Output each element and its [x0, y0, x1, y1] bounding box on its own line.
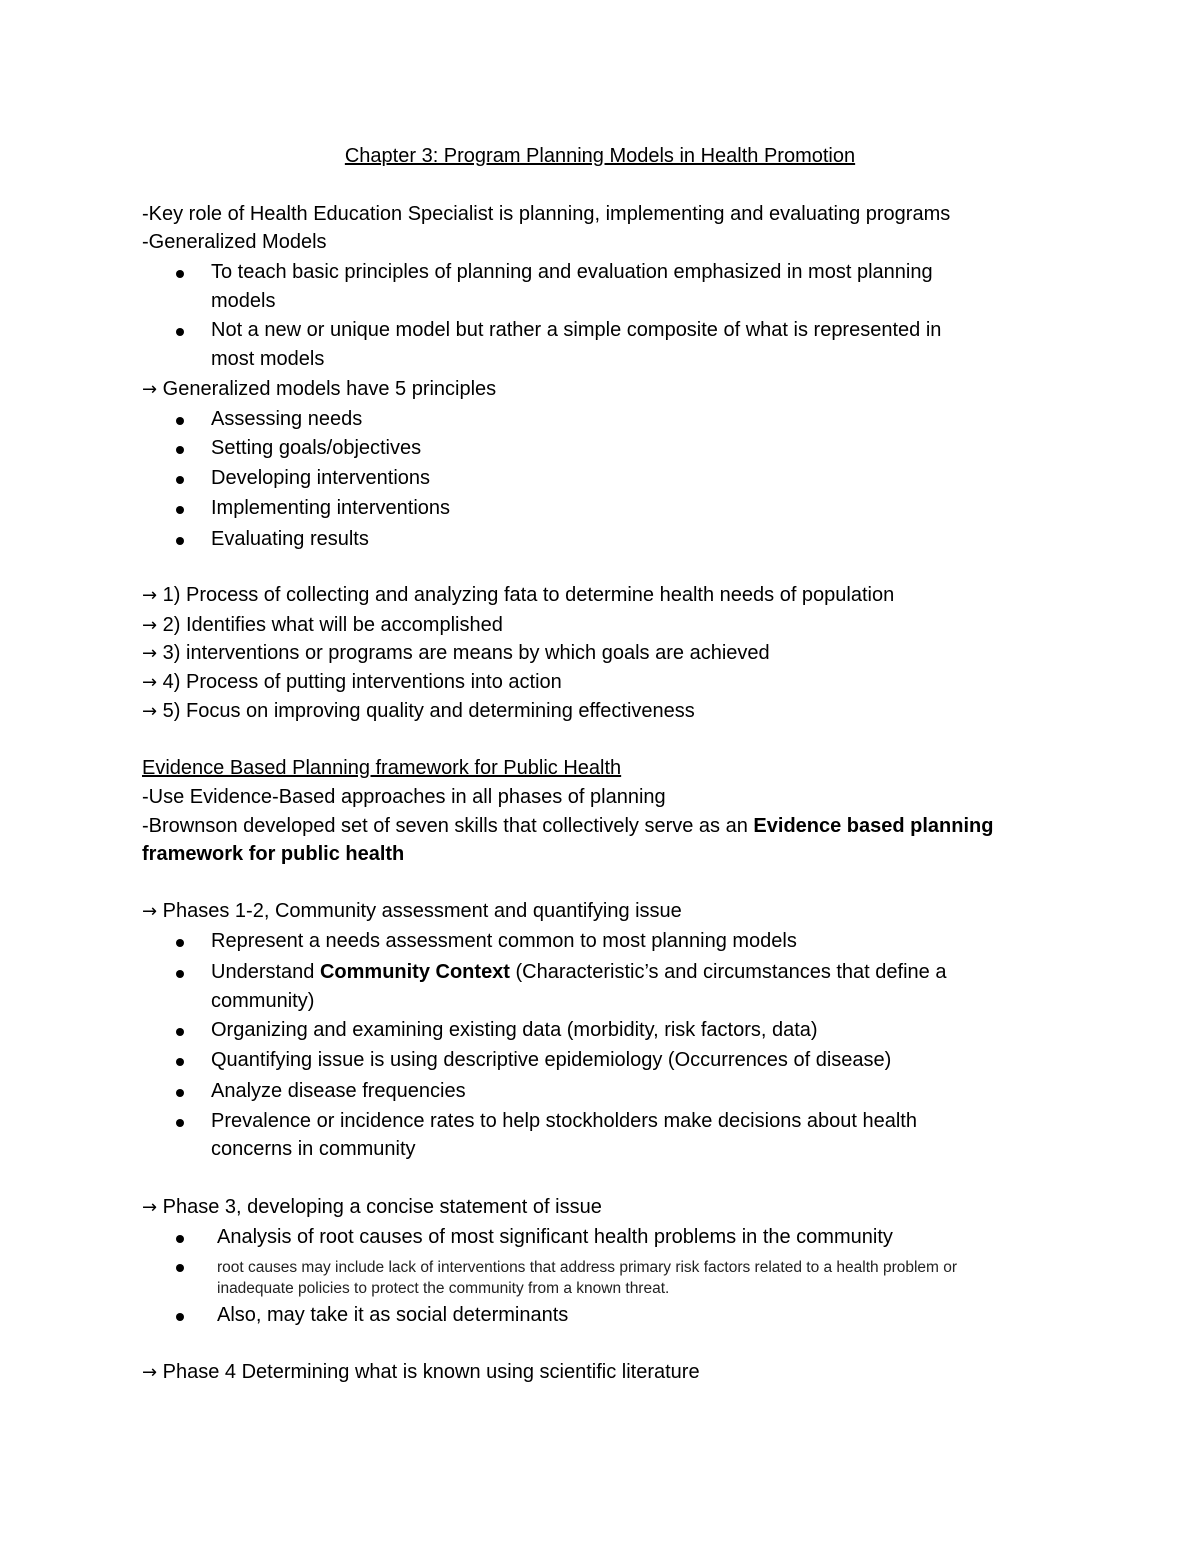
- bullet-icon: [176, 1264, 184, 1272]
- step-line: → 4) Process of putting interventions into action: [142, 671, 562, 693]
- generalized-models-label: -Generalized Models: [142, 231, 327, 253]
- step-line: → 2) Identifies what will be accomplished: [142, 614, 503, 636]
- principle-item: Developing interventions: [211, 467, 431, 489]
- intro-bullet-2-cont: most models: [211, 348, 325, 370]
- bullet-icon: [176, 1235, 184, 1243]
- phases-bullet: Prevalence or incidence rates to help stockholders make decisions about health: [211, 1110, 917, 1132]
- bullet-icon: [176, 270, 184, 278]
- phase-3-bullet-small: root causes may include lack of interventions that address primary risk factors related to a health problem or: [217, 1259, 958, 1276]
- page-title: Chapter 3: Program Planning Models in Health Promotion: [344, 145, 856, 167]
- phase-4-heading: → Phase 4 Determining what is known using scientific literature: [142, 1361, 700, 1383]
- phase-3-heading: → Phase 3, developing a concise statement of issue: [142, 1196, 602, 1218]
- bullet-icon: [176, 1313, 184, 1321]
- phases-bullet: Organizing and examining existing data (morbidity, risk factors, data): [211, 1019, 818, 1041]
- step-line: → 5) Focus on improving quality and determining effectiveness: [142, 700, 695, 722]
- bullet-icon: [176, 446, 184, 454]
- principles-heading: → Generalized models have 5 principles: [142, 378, 497, 400]
- arrow-icon: →: [142, 672, 158, 693]
- intro-bullet-1: To teach basic principles of planning and evaluation emphasized in most planning: [211, 261, 933, 283]
- arrow-icon: →: [142, 701, 158, 722]
- evidence-line-3: framework for public health: [142, 843, 405, 865]
- phases-bullet: Represent a needs assessment common to most planning models: [211, 930, 797, 952]
- arrow-icon: →: [142, 901, 158, 922]
- bullet-icon: [176, 537, 184, 545]
- arrow-icon: →: [142, 1197, 158, 1218]
- evidence-line-1: -Use Evidence-Based approaches in all phases of planning: [142, 786, 666, 808]
- bullet-icon: [176, 506, 184, 514]
- arrow-icon: →: [142, 615, 158, 636]
- step-line: → 3) interventions or programs are means by which goals are achieved: [142, 642, 770, 664]
- evidence-heading: Evidence Based Planning framework for Public Health: [142, 757, 622, 779]
- phase-3-bullet-small-cont: inadequate policies to protect the community from a known threat.: [217, 1280, 670, 1297]
- principle-item: Evaluating results: [211, 528, 369, 550]
- evidence-line-2: -Brownson developed set of seven skills that collectively serve as an Evidence based planning: [142, 815, 994, 837]
- principle-item: Setting goals/objectives: [211, 437, 422, 459]
- bullet-icon: [176, 1119, 184, 1127]
- intro-bullet-2: Not a new or unique model but rather a simple composite of what is represented in: [211, 319, 942, 341]
- key-role-line: -Key role of Health Education Specialist is planning, implementing and evaluating programs: [142, 203, 951, 225]
- phases-bullet-cont: community): [211, 990, 315, 1012]
- bullet-icon: [176, 970, 184, 978]
- phases-bullet-cont: concerns in community: [211, 1138, 416, 1160]
- bullet-icon: [176, 939, 184, 947]
- arrow-icon: →: [142, 643, 158, 664]
- phase-3-bullet: Also, may take it as social determinants: [217, 1304, 569, 1326]
- intro-bullet-1-cont: models: [211, 290, 276, 312]
- principle-item: Implementing interventions: [211, 497, 451, 519]
- bullet-icon: [176, 417, 184, 425]
- bullet-icon: [176, 328, 184, 336]
- phases-1-2-heading: → Phases 1-2, Community assessment and quantifying issue: [142, 900, 682, 922]
- bullet-icon: [176, 1089, 184, 1097]
- phases-bullet: Understand Community Context (Characteristic’s and circumstances that define a: [211, 961, 947, 983]
- arrow-icon: →: [142, 379, 158, 400]
- phases-bullet: Quantifying issue is using descriptive epidemiology (Occurrences of disease): [211, 1049, 892, 1071]
- bullet-icon: [176, 1058, 184, 1066]
- principle-item: Assessing needs: [211, 408, 363, 430]
- step-line: → 1) Process of collecting and analyzing fata to determine health needs of population: [142, 584, 895, 606]
- arrow-icon: →: [142, 585, 158, 606]
- bullet-icon: [176, 1028, 184, 1036]
- phases-bullet: Analyze disease frequencies: [211, 1080, 466, 1102]
- bullet-icon: [176, 476, 184, 484]
- phase-3-bullet: Analysis of root causes of most significant health problems in the community: [217, 1226, 893, 1248]
- arrow-icon: →: [142, 1362, 158, 1383]
